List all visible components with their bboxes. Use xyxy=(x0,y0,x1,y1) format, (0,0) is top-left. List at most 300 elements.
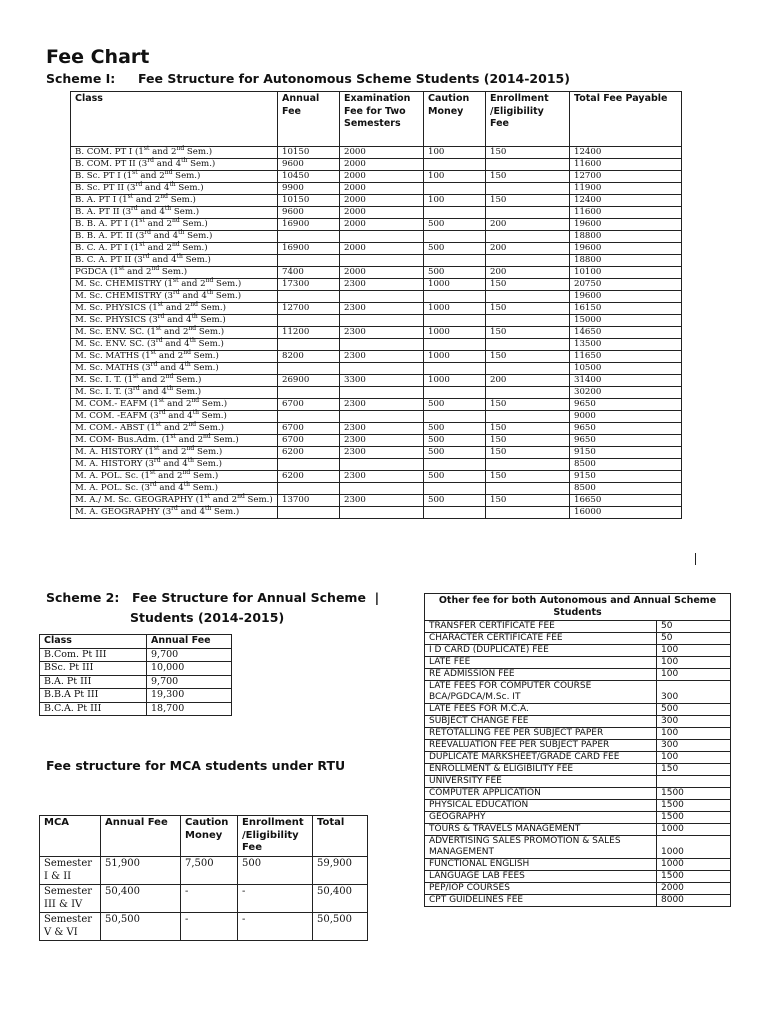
caution-money-cell xyxy=(424,339,486,351)
caution-money-cell: 1000 xyxy=(424,279,486,291)
annual-fee-cell: 9,700 xyxy=(147,675,232,689)
total-cell: 50,400 xyxy=(313,885,368,913)
class-cell: B.A. Pt III xyxy=(40,675,147,689)
fee-amount-cell: 100 xyxy=(657,752,731,764)
caution-money-cell xyxy=(424,387,486,399)
annual-fee-cell: 6700 xyxy=(278,399,340,411)
annual-fee-cell xyxy=(278,483,340,495)
class-cell: B. C. A. PT I (1st and 2nd Sem.) xyxy=(71,243,278,255)
class-cell: M. A./ M. Sc. GEOGRAPHY (1st and 2nd Sem.) xyxy=(71,495,278,507)
annual-fee-cell: 26900 xyxy=(278,375,340,387)
table-row xyxy=(425,716,731,728)
annual-fee-cell: 9600 xyxy=(278,159,340,171)
table-row xyxy=(425,752,731,764)
table-row xyxy=(425,681,731,704)
class-cell: M. Sc. MATHS (1st and 2nd Sem.) xyxy=(71,351,278,363)
table-row xyxy=(425,788,731,800)
fee-name-cell: CPT GUIDELINES FEE xyxy=(425,895,657,907)
other-fee-heading: Other fee for both Autonomous and Annual Scheme Students xyxy=(425,594,731,621)
fee-amount-cell: 1500 xyxy=(657,812,731,824)
caution-money-cell xyxy=(424,159,486,171)
table-row xyxy=(71,219,682,231)
enrollment-fee-cell: - xyxy=(238,885,313,913)
fee-name-cell: DUPLICATE MARKSHEET/GRADE CARD FEE xyxy=(425,752,657,764)
exam-fee-cell: 2300 xyxy=(340,423,424,435)
annual-fee-cell: 17300 xyxy=(278,279,340,291)
enrollment-fee-cell: 150 xyxy=(486,171,570,183)
fee-name-cell: ADVERTISING SALES PROMOTION & SALES MANAGEMENT xyxy=(425,836,657,859)
col-header: Class xyxy=(71,92,278,147)
class-cell: B.B.A Pt III xyxy=(40,689,147,703)
table-row xyxy=(425,728,731,740)
total-fee-cell: 12400 xyxy=(570,195,682,207)
exam-fee-cell: 2000 xyxy=(340,147,424,159)
fee-name-cell: LANGUAGE LAB FEES xyxy=(425,871,657,883)
annual-fee-cell: 10150 xyxy=(278,195,340,207)
table-row xyxy=(425,645,731,657)
enrollment-fee-cell: 150 xyxy=(486,303,570,315)
fee-name-cell: TOURS & TRAVELS MANAGEMENT xyxy=(425,824,657,836)
table-row xyxy=(40,702,232,716)
col-header: Annual Fee xyxy=(147,635,232,649)
exam-fee-cell: 2300 xyxy=(340,279,424,291)
exam-fee-cell: 2300 xyxy=(340,399,424,411)
fee-name-cell: PEP/IOP COURSES xyxy=(425,883,657,895)
class-cell: M. A. POL. Sc. (3rd and 4th Sem.) xyxy=(71,483,278,495)
col-header: Class xyxy=(40,635,147,649)
caution-money-cell: 1000 xyxy=(424,303,486,315)
annual-fee-cell xyxy=(278,291,340,303)
fee-name-cell: PHYSICAL EDUCATION xyxy=(425,800,657,812)
class-cell: B.Com. Pt III xyxy=(40,648,147,662)
fee-amount-cell: 1500 xyxy=(657,871,731,883)
enrollment-fee-cell xyxy=(486,339,570,351)
annual-fee-cell: 9,700 xyxy=(147,648,232,662)
total-fee-cell: 11600 xyxy=(570,207,682,219)
table-row xyxy=(71,231,682,243)
total-fee-cell: 19600 xyxy=(570,243,682,255)
class-cell: M. Sc. ENV. SC. (3rd and 4th Sem.) xyxy=(71,339,278,351)
col-header: Annual Fee xyxy=(278,92,340,147)
scheme2-heading xyxy=(46,588,379,628)
enrollment-fee-cell xyxy=(486,255,570,267)
fee-name-cell: RE ADMISSION FEE xyxy=(425,669,657,681)
table-row xyxy=(71,171,682,183)
enrollment-fee-cell: 150 xyxy=(486,495,570,507)
fee-amount-cell: 300 xyxy=(657,716,731,728)
table-row xyxy=(40,662,232,676)
caution-money-cell xyxy=(424,291,486,303)
col-header: Enrollment /Eligibility Fee xyxy=(486,92,570,147)
total-fee-cell: 18800 xyxy=(570,255,682,267)
exam-fee-cell xyxy=(340,315,424,327)
table-row xyxy=(71,195,682,207)
semester-cell: Semester III & IV xyxy=(40,885,101,913)
class-cell: M. Sc. CHEMISTRY (3rd and 4th Sem.) xyxy=(71,291,278,303)
scheme2-title-line2: Students (2014-2015) xyxy=(130,610,285,625)
fee-amount-cell: 1500 xyxy=(657,788,731,800)
enrollment-fee-cell xyxy=(486,315,570,327)
class-cell: B. B. A. PT I (1st and 2nd Sem.) xyxy=(71,219,278,231)
enrollment-fee-cell: 200 xyxy=(486,267,570,279)
enrollment-fee-cell xyxy=(486,159,570,171)
class-cell: B. A. PT II (3rd and 4th Sem.) xyxy=(71,207,278,219)
enrollment-fee-cell: 200 xyxy=(486,219,570,231)
caution-money-cell: - xyxy=(181,885,238,913)
caution-money-cell: 7,500 xyxy=(181,857,238,885)
exam-fee-cell xyxy=(340,387,424,399)
caution-money-cell xyxy=(424,411,486,423)
col-header: Caution Money xyxy=(181,816,238,857)
caution-money-cell: 500 xyxy=(424,243,486,255)
table-row xyxy=(71,495,682,507)
class-cell: M. Sc. PHYSICS (3rd and 4th Sem.) xyxy=(71,315,278,327)
exam-fee-cell xyxy=(340,255,424,267)
class-cell: M. Sc. I. T. (1st and 2nd Sem.) xyxy=(71,375,278,387)
enrollment-fee-cell xyxy=(486,231,570,243)
annual-fee-cell: 16900 xyxy=(278,219,340,231)
class-cell: BSc. Pt III xyxy=(40,662,147,676)
table-row xyxy=(425,800,731,812)
scheme1-header-row xyxy=(71,92,682,147)
fee-amount-cell: 300 xyxy=(657,740,731,752)
table-row xyxy=(40,689,232,703)
total-fee-cell: 18800 xyxy=(570,231,682,243)
annual-fee-cell: 10150 xyxy=(278,147,340,159)
other-fee-table xyxy=(424,593,731,907)
class-cell: M. Sc. CHEMISTRY (1st and 2nd Sem.) xyxy=(71,279,278,291)
class-cell: M. Sc. I. T. (3rd and 4th Sem.) xyxy=(71,387,278,399)
table-row xyxy=(71,459,682,471)
table-row xyxy=(425,883,731,895)
enrollment-fee-cell xyxy=(486,507,570,519)
table-row xyxy=(71,339,682,351)
fee-name-cell: GEOGRAPHY xyxy=(425,812,657,824)
table-row xyxy=(71,435,682,447)
exam-fee-cell: 2000 xyxy=(340,243,424,255)
annual-fee-cell: 7400 xyxy=(278,267,340,279)
fee-amount-cell: 2000 xyxy=(657,883,731,895)
enrollment-fee-cell: 150 xyxy=(486,351,570,363)
total-fee-cell: 20750 xyxy=(570,279,682,291)
table-row xyxy=(425,633,731,645)
other-fee-header-row xyxy=(425,594,731,621)
table-row xyxy=(425,824,731,836)
fee-amount-cell: 50 xyxy=(657,621,731,633)
exam-fee-cell: 2300 xyxy=(340,351,424,363)
class-cell: B.C.A. Pt III xyxy=(40,702,147,716)
table-row xyxy=(71,471,682,483)
exam-fee-cell: 2000 xyxy=(340,195,424,207)
fee-name-cell: RETOTALLING FEE PER SUBJECT PAPER xyxy=(425,728,657,740)
table-row xyxy=(425,764,731,776)
caution-money-cell: 500 xyxy=(424,423,486,435)
col-header: Total xyxy=(313,816,368,857)
class-cell: M. COM.- ABST (1st and 2nd Sem.) xyxy=(71,423,278,435)
table-row xyxy=(71,483,682,495)
fee-amount-cell: 100 xyxy=(657,657,731,669)
table-row xyxy=(40,648,232,662)
total-fee-cell: 9650 xyxy=(570,399,682,411)
exam-fee-cell: 2300 xyxy=(340,303,424,315)
caution-money-cell xyxy=(424,231,486,243)
mca-heading: Fee structure for MCA students under RTU xyxy=(46,758,346,773)
caution-money-cell: 500 xyxy=(424,435,486,447)
annual-fee-cell: 16900 xyxy=(278,243,340,255)
total-fee-cell: 19600 xyxy=(570,219,682,231)
total-fee-cell: 14650 xyxy=(570,327,682,339)
page-title: Fee Chart xyxy=(46,46,150,68)
total-fee-cell: 9000 xyxy=(570,411,682,423)
exam-fee-cell xyxy=(340,483,424,495)
fee-name-cell: FUNCTIONAL ENGLISH xyxy=(425,859,657,871)
enrollment-fee-cell: 500 xyxy=(238,857,313,885)
fee-name-cell: TRANSFER CERTIFICATE FEE xyxy=(425,621,657,633)
caution-money-cell xyxy=(424,507,486,519)
annual-fee-cell: 6200 xyxy=(278,471,340,483)
caution-money-cell xyxy=(424,363,486,375)
annual-fee-cell xyxy=(278,363,340,375)
caution-money-cell: 100 xyxy=(424,171,486,183)
table-row xyxy=(425,669,731,681)
enrollment-fee-cell: 150 xyxy=(486,195,570,207)
caution-money-cell xyxy=(424,255,486,267)
annual-fee-cell: 8200 xyxy=(278,351,340,363)
enrollment-fee-cell: 150 xyxy=(486,147,570,159)
caution-money-cell: 500 xyxy=(424,447,486,459)
enrollment-fee-cell xyxy=(486,459,570,471)
fee-name-cell: UNIVERSITY FEE xyxy=(425,776,657,788)
exam-fee-cell xyxy=(340,231,424,243)
fee-name-cell: REEVALUATION FEE PER SUBJECT PAPER xyxy=(425,740,657,752)
table-row xyxy=(40,885,368,913)
total-fee-cell: 10100 xyxy=(570,267,682,279)
class-cell: M. A. POL. Sc. (1st and 2nd Sem.) xyxy=(71,471,278,483)
fee-amount-cell: 8000 xyxy=(657,895,731,907)
class-cell: M. Sc. ENV. SC. (1st and 2nd Sem.) xyxy=(71,327,278,339)
class-cell: B. COM. PT I (1st and 2nd Sem.) xyxy=(71,147,278,159)
total-fee-cell: 9650 xyxy=(570,435,682,447)
table-row xyxy=(425,740,731,752)
table-row xyxy=(71,363,682,375)
fee-amount-cell: 100 xyxy=(657,728,731,740)
enrollment-fee-cell xyxy=(486,387,570,399)
class-cell: M. COM.- EAFM (1st and 2nd Sem.) xyxy=(71,399,278,411)
total-fee-cell: 16650 xyxy=(570,495,682,507)
class-cell: B. B. A. PT. II (3rd and 4th Sem.) xyxy=(71,231,278,243)
table-row xyxy=(71,507,682,519)
enrollment-fee-cell xyxy=(486,183,570,195)
class-cell: M. COM- Bus.Adm. (1st and 2nd Sem.) xyxy=(71,435,278,447)
total-fee-cell: 9150 xyxy=(570,471,682,483)
annual-fee-cell xyxy=(278,411,340,423)
table-row xyxy=(40,913,368,941)
fee-name-cell: LATE FEES FOR M.C.A. xyxy=(425,704,657,716)
annual-fee-cell: 50,500 xyxy=(101,913,181,941)
exam-fee-cell: 2300 xyxy=(340,327,424,339)
table-row xyxy=(40,857,368,885)
col-header: Total Fee Payable xyxy=(570,92,682,147)
col-header: Enrollment /Eligibility Fee xyxy=(238,816,313,857)
class-cell: M. COM. -EAFM (3rd and 4th Sem.) xyxy=(71,411,278,423)
table-row xyxy=(71,279,682,291)
total-fee-cell: 16000 xyxy=(570,507,682,519)
enrollment-fee-cell: 150 xyxy=(486,447,570,459)
enrollment-fee-cell xyxy=(486,291,570,303)
class-cell: B. C. A. PT II (3rd and 4th Sem.) xyxy=(71,255,278,267)
fee-amount-cell: 1000 xyxy=(657,824,731,836)
class-cell: B. Sc. PT I (1st and 2nd Sem.) xyxy=(71,171,278,183)
class-cell: B. A. PT I (1st and 2nd Sem.) xyxy=(71,195,278,207)
total-fee-cell: 9650 xyxy=(570,423,682,435)
total-fee-cell: 8500 xyxy=(570,459,682,471)
caution-money-cell xyxy=(424,183,486,195)
table-row xyxy=(71,423,682,435)
class-cell: M. A. HISTORY (3rd and 4th Sem.) xyxy=(71,459,278,471)
annual-fee-cell xyxy=(278,387,340,399)
enrollment-fee-cell: 150 xyxy=(486,327,570,339)
annual-fee-cell: 18,700 xyxy=(147,702,232,716)
exam-fee-cell: 2000 xyxy=(340,183,424,195)
caution-money-cell: 500 xyxy=(424,495,486,507)
class-cell: M. A. GEOGRAPHY (3rd and 4th Sem.) xyxy=(71,507,278,519)
table-row xyxy=(425,871,731,883)
table-row xyxy=(40,675,232,689)
caution-money-cell: - xyxy=(181,913,238,941)
table-row xyxy=(71,447,682,459)
table-row xyxy=(425,812,731,824)
enrollment-fee-cell xyxy=(486,483,570,495)
total-fee-cell: 11600 xyxy=(570,159,682,171)
exam-fee-cell: 2300 xyxy=(340,435,424,447)
class-cell: PGDCA (1st and 2nd Sem.) xyxy=(71,267,278,279)
table-row xyxy=(71,315,682,327)
fee-name-cell: ENROLLMENT & ELIGIBILITY FEE xyxy=(425,764,657,776)
annual-fee-cell xyxy=(278,459,340,471)
class-cell: M. Sc. PHYSICS (1st and 2nd Sem.) xyxy=(71,303,278,315)
total-fee-cell: 13500 xyxy=(570,339,682,351)
fee-name-cell: CHARACTER CERTIFICATE FEE xyxy=(425,633,657,645)
caution-money-cell: 500 xyxy=(424,267,486,279)
annual-fee-cell: 9600 xyxy=(278,207,340,219)
table-row xyxy=(425,704,731,716)
caution-money-cell: 1000 xyxy=(424,327,486,339)
table-row xyxy=(71,267,682,279)
enrollment-fee-cell xyxy=(486,207,570,219)
col-header: Caution Money xyxy=(424,92,486,147)
fee-amount-cell: 500 xyxy=(657,704,731,716)
table-row xyxy=(425,657,731,669)
enrollment-fee-cell: 150 xyxy=(486,471,570,483)
col-header: Examination Fee for Two Semesters xyxy=(340,92,424,147)
caution-money-cell: 100 xyxy=(424,195,486,207)
fee-name-cell: SUBJECT CHANGE FEE xyxy=(425,716,657,728)
scheme2-label: Scheme 2: xyxy=(46,590,120,605)
enrollment-fee-cell xyxy=(486,411,570,423)
table-row xyxy=(425,859,731,871)
total-fee-cell: 11900 xyxy=(570,183,682,195)
table-row xyxy=(71,411,682,423)
caution-money-cell: 1000 xyxy=(424,375,486,387)
annual-fee-cell: 10,000 xyxy=(147,662,232,676)
annual-fee-cell: 50,400 xyxy=(101,885,181,913)
scheme2-header-row xyxy=(40,635,232,649)
fee-amount-cell: 50 xyxy=(657,633,731,645)
caution-money-cell xyxy=(424,483,486,495)
fee-amount-cell: 100 xyxy=(657,669,731,681)
scheme1-heading xyxy=(46,71,570,86)
table-row xyxy=(71,375,682,387)
annual-fee-cell xyxy=(278,231,340,243)
total-fee-cell: 31400 xyxy=(570,375,682,387)
class-cell: B. COM. PT II (3rd and 4th Sem.) xyxy=(71,159,278,171)
total-cell: 50,500 xyxy=(313,913,368,941)
table-row xyxy=(71,255,682,267)
class-cell: M. Sc. MATHS (3rd and 4th Sem.) xyxy=(71,363,278,375)
enrollment-fee-cell: 150 xyxy=(486,435,570,447)
exam-fee-cell xyxy=(340,411,424,423)
annual-fee-cell: 6700 xyxy=(278,435,340,447)
enrollment-fee-cell: 200 xyxy=(486,375,570,387)
table-row xyxy=(71,351,682,363)
annual-fee-cell xyxy=(278,255,340,267)
annual-fee-cell xyxy=(278,339,340,351)
exam-fee-cell xyxy=(340,507,424,519)
table-row xyxy=(71,159,682,171)
caution-money-cell: 1000 xyxy=(424,351,486,363)
scheme2-table xyxy=(39,634,232,716)
semester-cell: Semester I & II xyxy=(40,857,101,885)
exam-fee-cell: 2000 xyxy=(340,267,424,279)
table-row xyxy=(425,776,731,788)
total-fee-cell: 8500 xyxy=(570,483,682,495)
fee-name-cell: COMPUTER APPLICATION xyxy=(425,788,657,800)
fee-amount-cell: 300 xyxy=(657,681,731,704)
fee-amount-cell: 1000 xyxy=(657,836,731,859)
semester-cell: Semester V & VI xyxy=(40,913,101,941)
annual-fee-cell: 19,300 xyxy=(147,689,232,703)
fee-amount-cell: 1500 xyxy=(657,800,731,812)
exam-fee-cell: 2000 xyxy=(340,159,424,171)
fee-amount-cell xyxy=(657,776,731,788)
mca-header-row xyxy=(40,816,368,857)
annual-fee-cell: 12700 xyxy=(278,303,340,315)
annual-fee-cell xyxy=(278,507,340,519)
col-header: Annual Fee xyxy=(101,816,181,857)
fee-name-cell: LATE FEE xyxy=(425,657,657,669)
fee-amount-cell: 100 xyxy=(657,645,731,657)
scheme1-label: Scheme I: xyxy=(46,71,116,86)
fee-amount-cell: 1000 xyxy=(657,859,731,871)
enrollment-fee-cell: - xyxy=(238,913,313,941)
exam-fee-cell: 2300 xyxy=(340,447,424,459)
scheme1-table xyxy=(70,91,682,519)
annual-fee-cell: 51,900 xyxy=(101,857,181,885)
exam-fee-cell: 2300 xyxy=(340,495,424,507)
scheme2-title-line1: Fee Structure for Annual Scheme xyxy=(132,590,366,605)
exam-fee-cell xyxy=(340,363,424,375)
table-row xyxy=(71,243,682,255)
total-fee-cell: 15000 xyxy=(570,315,682,327)
fee-name-cell: I D CARD (DUPLICATE) FEE xyxy=(425,645,657,657)
caution-money-cell xyxy=(424,207,486,219)
table-row xyxy=(425,895,731,907)
exam-fee-cell xyxy=(340,339,424,351)
caution-money-cell: 500 xyxy=(424,471,486,483)
exam-fee-cell xyxy=(340,291,424,303)
total-fee-cell: 12400 xyxy=(570,147,682,159)
enrollment-fee-cell: 150 xyxy=(486,399,570,411)
